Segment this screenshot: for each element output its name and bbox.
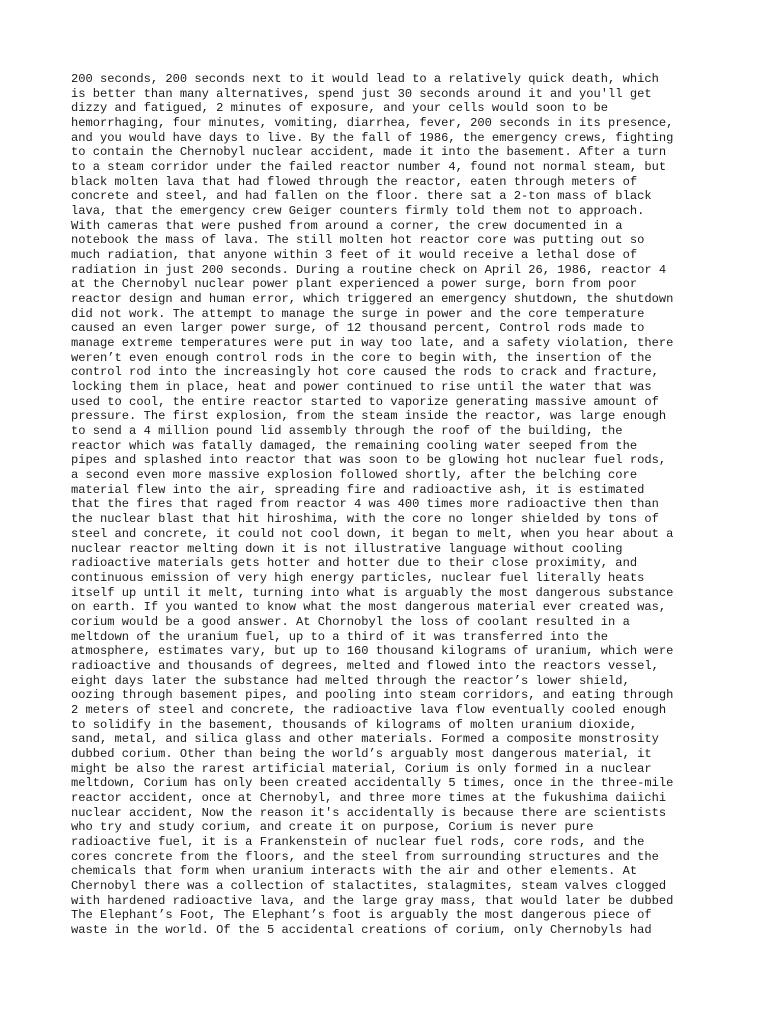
text-line: weren’t even enough control rods in the core to begin with, the insertion of the	[71, 350, 652, 365]
text-line: manage extreme temperatures were put in way too late, and a safety violation, there	[71, 336, 674, 351]
text-line: at the Chernobyl nuclear power plant experienced a power surge, born from poor	[71, 277, 638, 292]
text-line: eight days later the substance had melted through the reactor’s lower shield,	[71, 673, 630, 688]
text-line: nuclear accident, Now the reason it's accidentally is because there are scientists	[71, 805, 667, 820]
text-line: much radiation, that anyone within 3 feet of it would receive a lethal dose of	[71, 248, 638, 263]
text-line: itself up until it melt, turning into what is arguably the most dangerous substance	[71, 585, 674, 600]
text-line: radioactive materials gets hotter and hotter due to their close proximity, and	[71, 556, 638, 571]
text-line: to send a 4 million pound lid assembly through the roof of the building, the	[71, 424, 623, 439]
text-line: continuous emission of very high energy particles, nuclear fuel literally heats	[71, 570, 645, 585]
text-line: might be also the rarest artificial material, Corium is only formed in a nuclear	[71, 761, 652, 776]
text-line: the nuclear blast that hit hiroshima, with the core no longer shielded by tons of	[71, 512, 659, 527]
text-line: meltdown of the uranium fuel, up to a third of it was transferred into the	[71, 629, 609, 644]
text-line: that the fires that raged from reactor 4 was 400 times more radioactive then than	[71, 497, 659, 512]
text-line: with hardened radioactive lava, and the large gray mass, that would later be dubbed	[71, 893, 674, 908]
text-line: meltdown, Corium has only been created accidentally 5 times, once in the three-mile	[71, 776, 674, 791]
text-line: to solidify in the basement, thousands of kilograms of molten uranium dioxide,	[71, 717, 638, 732]
text-line: pressure. The first explosion, from the steam inside the reactor, was large enough	[71, 409, 667, 424]
text-line: material flew into the air, spreading fire and radioactive ash, it is estimated	[71, 482, 645, 497]
text-line: cores concrete from the floors, and the steel from surrounding structures and the	[71, 849, 659, 864]
text-line: radioactive fuel, it is a Frankenstein of nuclear fuel rods, core rods, and the	[71, 834, 645, 849]
text-line: hemorrhaging, four minutes, vomiting, diarrhea, fever, 200 seconds in its presence,	[71, 116, 674, 131]
text-line: reactor accident, once at Chernobyl, and three more times at the fukushima daiichi	[71, 790, 667, 805]
text-line: who try and study corium, and create it on purpose, Corium is never pure	[71, 820, 594, 835]
text-line: did not work. The attempt to manage the surge in power and the core temperature	[71, 306, 645, 321]
text-line: radioactive and thousands of degrees, melted and flowed into the reactors vessel,	[71, 658, 659, 673]
text-line: to a steam corridor under the failed reactor number 4, found not normal steam, but	[71, 160, 667, 175]
text-line: on earth. If you wanted to know what the most dangerous material ever created was,	[71, 600, 667, 615]
text-line: locking them in place, heat and power continued to rise until the water that was	[71, 380, 652, 395]
text-line: corium would be a good answer. At Chornobyl the loss of coolant resulted in a	[71, 614, 630, 629]
text-line: caused an even larger power surge, of 12 thousand percent, Control rods made to	[71, 321, 645, 336]
text-line: nuclear reactor melting down it is not illustrative language without cooling	[71, 541, 623, 556]
text-line: steel and concrete, it could not cool down, it began to melt, when you hear about a	[71, 526, 674, 541]
text-line: lava, that the emergency crew Geiger counters firmly told them not to approach.	[71, 204, 645, 219]
text-line: used to cool, the entire reactor started to vaporize generating massive amount of	[71, 394, 659, 409]
text-line: radiation in just 200 seconds. During a routine check on April 26, 1986, reactor 4	[71, 262, 667, 277]
text-line: reactor which was fatally damaged, the remaining cooling water seeped from the	[71, 438, 638, 453]
text-line: chemicals that form when uranium interacts with the air and other elements. At	[71, 864, 638, 879]
text-line: dizzy and fatigued, 2 minutes of exposure, and your cells would soon to be	[71, 101, 609, 116]
text-line: oozing through basement pipes, and pooling into steam corridors, and eating through	[71, 688, 674, 703]
text-line: atmosphere, estimates vary, but up to 160 thousand kilograms of uranium, which were	[71, 644, 674, 659]
text-line: is better than many alternatives, spend just 30 seconds around it and you'll get	[71, 86, 652, 101]
text-line: waste in the world. Of the 5 accidental creations of corium, only Chernobyls had	[71, 922, 652, 937]
text-line: sand, metal, and silica glass and other materials. Formed a composite monstrosity	[71, 732, 659, 747]
text-line: pipes and splashed into reactor that was soon to be glowing hot nuclear fuel rods,	[71, 453, 667, 468]
text-line: 2 meters of steel and concrete, the radioactive lava flow eventually cooled enough	[71, 702, 667, 717]
text-line: reactor design and human error, which triggered an emergency shutdown, the shutdown	[71, 292, 674, 307]
text-line: notebook the mass of lava. The still molten hot reactor core was putting out so	[71, 233, 645, 248]
text-line: to contain the Chernobyl nuclear accident, made it into the basement. After a turn	[71, 145, 667, 160]
text-line: a second even more massive explosion followed shortly, after the belching core	[71, 468, 638, 483]
text-line: black molten lava that had flowed through the reactor, eaten through meters of	[71, 174, 638, 189]
text-line: and you would have days to live. By the fall of 1986, the emergency crews, fighting	[71, 130, 674, 145]
text-line: With cameras that were pushed from around a corner, the crew documented in a	[71, 218, 623, 233]
text-line: dubbed corium. Other than being the world’s arguably most dangerous material, it	[71, 746, 652, 761]
text-line: The Elephant’s Foot, The Elephant’s foot is arguably the most dangerous piece of	[71, 908, 652, 923]
body-text	[71, 72, 711, 938]
text-line: 200 seconds, 200 seconds next to it would lead to a relatively quick death, which	[71, 72, 659, 86]
text-line: concrete and steel, and had fallen on the floor. there sat a 2-ton mass of black	[71, 189, 652, 204]
text-line: Chernobyl there was a collection of stalactites, stalagmites, steam valves clogged	[71, 878, 667, 893]
text-line: control rod into the increasingly hot core caused the rods to crack and fracture,	[71, 365, 659, 380]
